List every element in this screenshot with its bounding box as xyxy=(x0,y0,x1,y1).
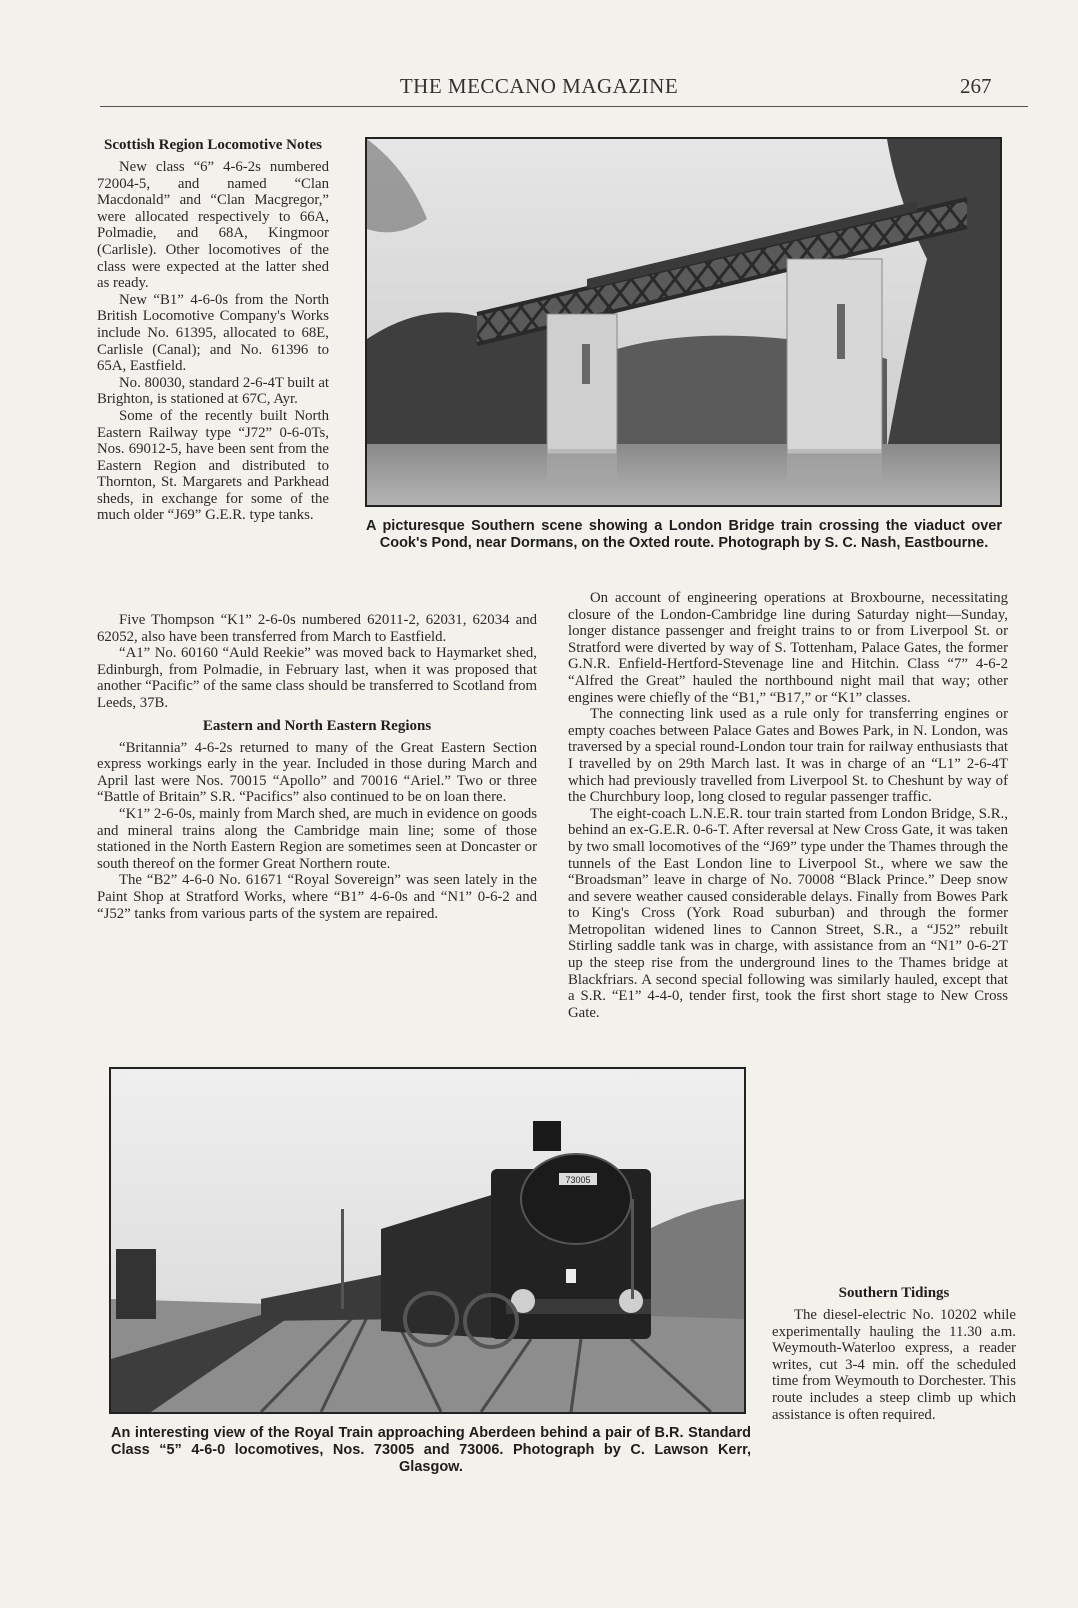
paragraph: New “B1” 4-6-0s from the North British Locomotive Company's Works include No. 61395, allocated to 68E, Carlisle (Canal); and No. 61396 to 65A, Eastfield. xyxy=(97,291,329,375)
heading-scottish-region: Scottish Region Locomotive Notes xyxy=(104,137,322,153)
paragraph: Five Thompson “K1” 2-6-0s numbered 62011-2, 62031, 62034 and 62052, also have been transferred from March to Eastfield. xyxy=(97,612,537,645)
paragraph: On account of engineering operations at Broxbourne, necessitating closure of the London-Cambridge line during Saturday night—Sunday, longer distance passenger and freight trains to or from Liverpool St. or Stratford were diverted by way of S. Tottenham, Palace Gates, the former G.N.R. Enfield-Hertford-Stevenage line and Hitchin. Class “7” 4-6-2 “Alfred the Great” hauled the northbound night mail that way; other engines were chiefly of the “B1,” “B17,” or “K1” classes. xyxy=(568,590,1008,706)
caption-viaduct: A picturesque Southern scene showing a London Bridge train crossing the viaduct over Cook's Pond, near Dormans, on the Oxted route. Photograph by S. C. Nash, Eastbourne. xyxy=(366,518,1002,551)
heading-southern-tidings: Southern Tidings xyxy=(838,1285,950,1301)
photo-viaduct xyxy=(365,137,1002,507)
right-column-middle xyxy=(568,590,1008,1021)
right-column-bottom xyxy=(772,1283,1016,1423)
header-rule xyxy=(100,106,1028,107)
paragraph: “K1” 2-6-0s, mainly from March shed, are much in evidence on goods and mineral trains along the Cambridge main line; some of those stationed in the North Eastern Region are sometimes seen at Doncaster or south thereof on the former Great Northern route. xyxy=(97,805,537,872)
royal-train-illustration xyxy=(111,1069,744,1412)
caption-royal-train: An interesting view of the Royal Train approaching Aberdeen behind a pair of B.R. Standard Class “5” 4-6-0 locomotives, Nos. 73005 and 73006. Photograph by C. Lawson Kerr, Glasgow. xyxy=(111,1425,751,1475)
photo-royal-train xyxy=(109,1067,746,1414)
left-column-middle xyxy=(97,612,537,922)
paragraph: Some of the recently built North Eastern Railway type “J72” 0-6-0Ts, Nos. 69012-5, have been sent from the Eastern Region and distributed to Thornton, St. Margarets and Parkhead sheds, in exchange for some of the much older “J69” G.E.R. type tanks. xyxy=(97,407,329,524)
paragraph: The diesel-electric No. 10202 while experimentally hauling the 11.30 a.m. Weymouth-Waterloo express, a reader writes, cut 3-4 min. off the scheduled time from Weymouth to Dorchester. This route includes a steep climb up which assistance is often required. xyxy=(772,1307,1016,1423)
viaduct-illustration xyxy=(367,139,1000,505)
smokebox-number-plate: 73005 xyxy=(565,1175,591,1185)
paragraph: “Britannia” 4-6-2s returned to many of the Great Eastern Section express workings early in the year. Included in those during March and April last were Nos. 70015 “Apollo” and 70016 “Ariel.” Two or three “Battle of Britain” S.R. “Pacifics” also continued to be on loan there. xyxy=(97,739,537,806)
heading-eastern-regions: Eastern and North Eastern Regions xyxy=(202,717,432,734)
paragraph: The connecting link used as a rule only for transferring engines or empty coaches between Palace Gates and Bowes Park, in N. London, was traversed by a special round-London tour train for railway enthusiasts that I travelled by on 29th March last. It was in charge of an “L1” 2-6-4T which had previously travelled from Liverpool St. to Cheshunt by way of the Churchbury loop, long closed to regular passenger traffic. xyxy=(568,706,1008,806)
paragraph: New class “6” 4-6-2s numbered 72004-5, and named “Clan Macdonald” and “Clan Macgregor,” were allocated respectively to 66A, Polmadie, and 68A, Kingmoor (Carlisle). Other locomotives of the class were expected at the latter shed as ready. xyxy=(97,159,329,292)
magazine-title: THE MECCANO MAGAZINE xyxy=(399,74,679,98)
page-number: 267 xyxy=(960,74,992,98)
left-column-top xyxy=(97,135,329,524)
paragraph: The eight-coach L.N.E.R. tour train started from London Bridge, S.R., behind an ex-G.E.R. 0-6-T. After reversal at New Cross Gate, it was taken by two small locomotives of the “J69” type under the Thames through the tunnels of the East London line to Liverpool St., where we saw the “Broadsman” leave in charge of No. 70008 “Black Prince.” Deep snow and severe weather caused considerable delays. Finally from Bowes Park to King's Cross (York Road suburban) and through the former Metropolitan widened lines to Cannon Street, S.R., a “J52” rebuilt Stirling saddle tank was in charge, with assistance from an “N1” 0-6-2T up the steep rise from the underground lines to the Thames bridge at Blackfriars. A second special following was similarly hauled, except that a S.R. “E1” 4-4-0, tender first, took the first short stage to New Cross Gate. xyxy=(568,805,1008,1021)
paragraph: No. 80030, standard 2-6-4T built at Brighton, is stationed at 67C, Ayr. xyxy=(97,374,329,408)
paragraph: “A1” No. 60160 “Auld Reekie” was moved back to Haymarket shed, Edinburgh, from Polmadie, in February last, when it was proposed that another “Pacific” of the same class should be transferred to Scotland from Leeds, 37B. xyxy=(97,645,537,711)
paragraph: The “B2” 4-6-0 No. 61671 “Royal Sovereign” was seen lately in the Paint Shop at Stratford Works, where “B1” 4-6-0s and “N1” 0-6-2 and “J52” tanks from various parts of the system are repaired. xyxy=(97,872,537,922)
